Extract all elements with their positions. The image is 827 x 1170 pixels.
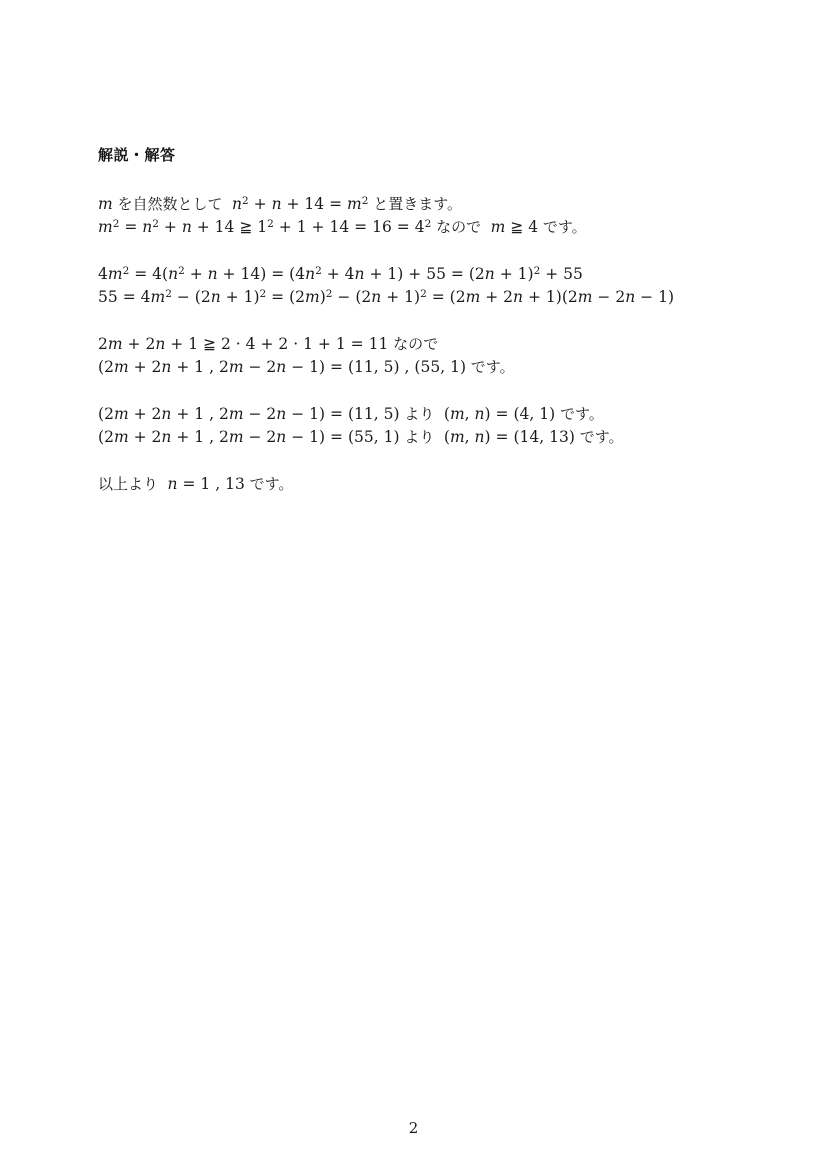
superscript: 2: [420, 288, 427, 300]
superscript: 2: [259, 288, 267, 300]
superscript: 2: [325, 288, 333, 300]
math-expression: $55 = 4m^2 - (2n + 1)^2 = (2m)^2 - (2n + 1)^2 = (2m + 2n + 1)(2m - 2n - 1)$: [98, 288, 674, 306]
japanese-text: です。: [244, 475, 294, 493]
solution-heading: 解説・解答: [98, 146, 176, 164]
japanese-text: です。: [466, 358, 515, 376]
superscript: 2: [361, 195, 369, 207]
math-expression: m: [98, 195, 113, 213]
math-expression: (2m + 2n + 1 , 2m − 2n − 1) = (11, 5) , (55, 1): [98, 358, 466, 376]
japanese-text: 以上より: [98, 475, 168, 493]
superscript: 2: [267, 218, 274, 230]
math-expression: (2m + 2n + 1 , 2m − 2n − 1) = (55, 1): [98, 428, 400, 446]
japanese-text: より: [399, 405, 444, 423]
japanese-text: です。: [574, 428, 624, 446]
paragraph: [98, 473, 758, 496]
math-line: [98, 356, 758, 379]
japanese-text: です。: [555, 405, 604, 423]
math-expression: $n^2 + n + 14 = m^2$: [232, 195, 369, 213]
math-expression: (2m + 2n + 1 , 2m − 2n − 1) = (11, 5): [98, 405, 400, 423]
superscript: 2: [315, 265, 322, 277]
superscript: 2: [533, 265, 541, 277]
paragraph: [98, 263, 758, 309]
japanese-text: を自然数として: [112, 195, 233, 213]
superscript: 2: [112, 218, 120, 230]
japanese-text: より: [399, 428, 444, 446]
math-expression: $m^2 = n^2 + n + 14$ ≧ $1^2 + 1 + 14 = 16 = 4^2$: [98, 218, 432, 236]
math-line: [98, 286, 758, 309]
superscript: 2: [122, 265, 130, 277]
math-expression: 2m + 2n + 1 ≧ 2 · 4 + 2 · 1 + 1 = 11: [98, 335, 389, 353]
superscript: 2: [242, 195, 249, 207]
japanese-text: なので: [431, 218, 491, 236]
math-line: [98, 333, 758, 356]
japanese-text: です。: [538, 218, 587, 236]
math-expression: (m, n) = (14, 13): [443, 428, 575, 446]
paragraph: [98, 193, 758, 239]
math-line: [98, 193, 758, 216]
paragraph: [98, 333, 758, 379]
solution-body: [98, 193, 758, 496]
math-line: [98, 216, 758, 239]
superscript: 2: [424, 218, 432, 230]
math-expression: m ≧ 4: [490, 218, 539, 236]
math-line: [98, 426, 758, 449]
superscript: 2: [165, 288, 172, 300]
solution-content: [98, 147, 758, 520]
superscript: 2: [178, 265, 185, 277]
superscript: 2: [152, 218, 159, 230]
math-expression: (m, n) = (4, 1): [443, 405, 556, 423]
japanese-text: なので: [388, 335, 439, 353]
math-line: [98, 263, 758, 286]
japanese-text: と置きます。: [368, 195, 463, 213]
math-line: [98, 473, 758, 496]
page-number: 2: [408, 1119, 419, 1137]
math-line: [98, 403, 758, 426]
math-expression: n = 1 , 13: [167, 475, 245, 493]
math-expression: $4m^2 = 4(n^2 + n + 14) = (4n^2 + 4n + 1) + 55 = (2n + 1)^2 + 55$: [98, 265, 583, 283]
paragraph: [98, 403, 758, 449]
